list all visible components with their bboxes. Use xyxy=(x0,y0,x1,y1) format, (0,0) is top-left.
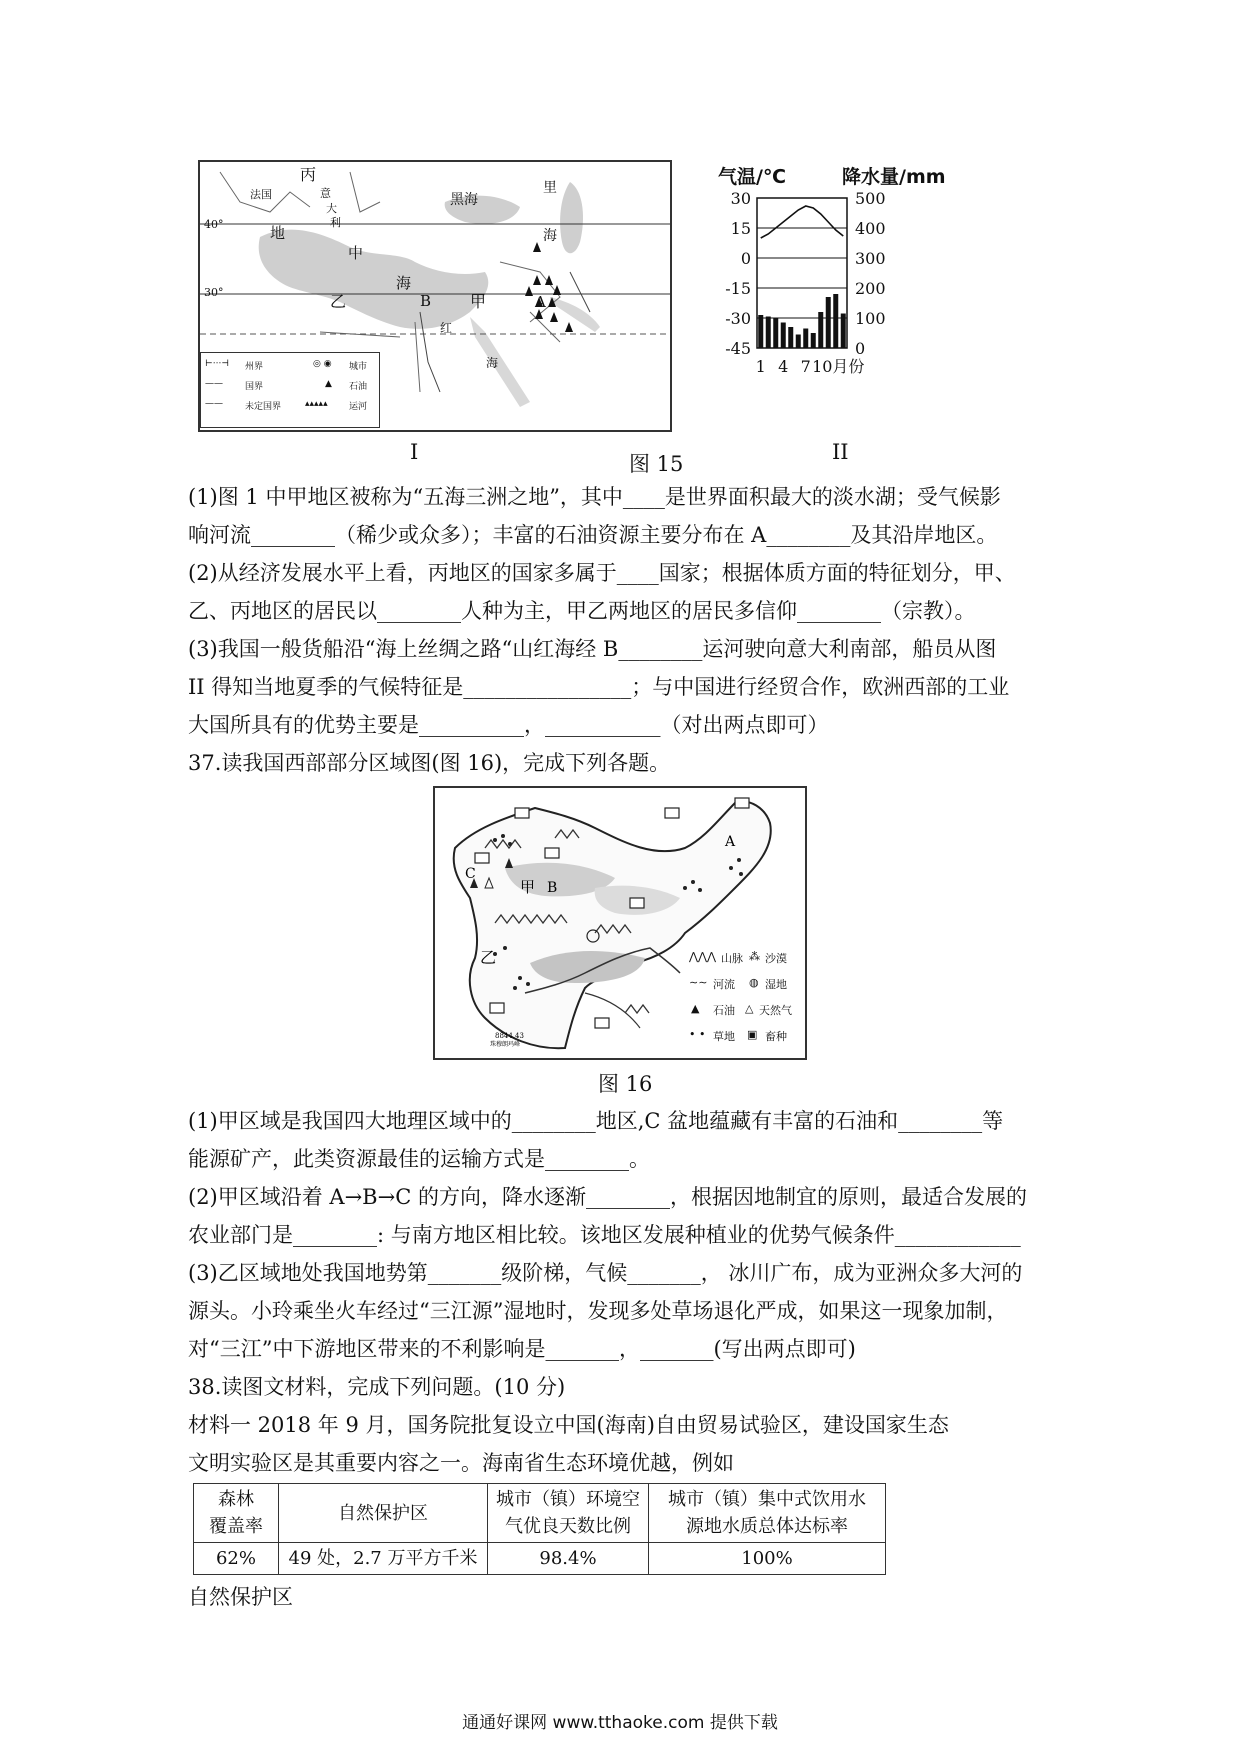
precip-bar xyxy=(833,294,838,348)
precip-bar xyxy=(818,312,823,348)
label-a: A xyxy=(535,293,546,311)
q37-p3a: (3)乙区域地处我国地势第_______级阶梯，气候_______， 冰川广布，成为亚洲众多大河的 xyxy=(188,1261,1023,1285)
precip-bar xyxy=(841,314,846,349)
hainan-ecology-table xyxy=(193,1483,886,1575)
fig15-caption: 图 15 xyxy=(629,452,684,476)
label-c: C xyxy=(465,866,476,882)
legend-oil: 石油 xyxy=(349,382,368,392)
label-lat-30: 30° xyxy=(204,286,224,299)
precip-bar xyxy=(788,327,793,348)
cell-water: 100% xyxy=(649,1543,886,1575)
y-tick-label: 0 xyxy=(740,249,751,268)
fig16-legend xyxy=(685,946,801,1054)
q38-title: 38.读图文材料，完成下列问题。(10 分) xyxy=(188,1375,566,1399)
climate-chart-ylabel-left: 气温/℃ xyxy=(718,166,786,188)
legend-livestock: 畜种 xyxy=(765,1030,787,1043)
legend-province-line: ⊢‧‧‧⊣ xyxy=(205,359,230,369)
q38-material-1b: 文明实验区是其重要内容之一。海南省生态环境优越，例如 xyxy=(188,1451,734,1475)
legend-mountain: 山脉 xyxy=(721,952,743,965)
gas-icon: △ xyxy=(745,1002,754,1015)
label-b: B xyxy=(547,880,558,896)
legend-desert: 沙漠 xyxy=(765,952,787,965)
x-tick-label: 7 xyxy=(800,357,811,376)
y2-tick-label: 500 xyxy=(855,189,886,208)
q36-p2a: (2)从经济发展水平上看，丙地区的国家多属于____国家；根据体质方面的特征划分，甲、 xyxy=(188,561,1016,585)
q37-p2a: (2)甲区域沿着 A→B→C 的方向，降水逐渐________，根据因地制宜的原则，最适合发展的 xyxy=(188,1185,1027,1209)
legend-oil: 石油 xyxy=(713,1004,735,1017)
y2-tick-label: 400 xyxy=(855,219,886,238)
q38-after-table: 自然保护区 xyxy=(188,1585,293,1609)
legend-canal: 运河 xyxy=(349,402,368,412)
y2-tick-label: 300 xyxy=(855,249,886,268)
wetland-icon: ◍ xyxy=(749,976,759,989)
q36-p1a: (1)图 1 中甲地区被称为“五海三洲之地”，其中____是世界面积最大的淡水湖；受气候影 xyxy=(188,485,1001,509)
legend-country-line: —— xyxy=(205,379,223,389)
label-hai-red: 海 xyxy=(486,356,499,370)
canal-icon: ▴▴▴▴▴ xyxy=(305,399,328,409)
precip-bar xyxy=(781,323,786,349)
label-hai: 海 xyxy=(396,274,412,292)
precip-bar xyxy=(758,315,763,348)
legend-country: 国界 xyxy=(245,382,264,392)
legend-wetland: 湿地 xyxy=(765,978,787,991)
label-a: A xyxy=(725,834,736,850)
q36-p2b: 乙、丙地区的居民以________人种为主，甲乙两地区的居民多信仰________（宗教）。 xyxy=(188,599,976,623)
desert-icon: ⁂ xyxy=(749,950,760,963)
oil-icon: ▲ xyxy=(691,1002,700,1015)
table-header-row xyxy=(194,1484,886,1543)
label-jia: 甲 xyxy=(470,292,487,311)
q37-p2b: 农业部门是________: 与南方地区相比较。该地区发展种植业的优势气候条件____________ xyxy=(188,1223,1021,1247)
label-lat-40: 40° xyxy=(204,218,224,231)
city-icon: ◎ ◉ xyxy=(313,359,332,369)
x-tick-label: 1 xyxy=(755,357,766,376)
y-tick-label: 30 xyxy=(730,189,751,208)
oil-icon: ▲ xyxy=(325,379,332,389)
map-i-label: I xyxy=(410,440,419,464)
q37-p3c: 对“三江”中下游地区带来的不利影响是_______，_______(写出两点即可) xyxy=(188,1337,856,1361)
q36-p3a: (3)我国一般货船沿“海上丝绸之路“山红海经 B________运河驶向意大利南部，船员从图 xyxy=(188,637,997,661)
header-forest: 森林 覆盖率 xyxy=(194,1484,279,1543)
cell-forest: 62% xyxy=(194,1543,279,1575)
precip-bar xyxy=(811,333,816,348)
label-caspian-li: 里 xyxy=(543,180,557,196)
label-jia: 甲 xyxy=(520,878,536,896)
y-tick-label: 15 xyxy=(730,219,751,238)
header-reserve: 自然保护区 xyxy=(279,1484,488,1543)
label-di: 地 xyxy=(270,224,286,242)
cell-air: 98.4% xyxy=(488,1543,649,1575)
y-tick-label: -45 xyxy=(725,339,751,358)
label-peak: 8844.43 xyxy=(495,1032,524,1040)
header-water: 城市（镇）集中式饮用水 源地水质总体达标率 xyxy=(649,1484,886,1543)
legend-undetermined: 未定国界 xyxy=(245,402,282,412)
legend-undetermined-line: —— xyxy=(205,399,223,409)
mountain-icon: ⋀⋀⋀ xyxy=(689,950,717,963)
label-peak-name: 珠穆朗玛峰 xyxy=(490,1041,521,1048)
footer: 通通好课网 www.tthaoke.com 提供下载 xyxy=(462,1713,778,1733)
q37-p1a: (1)甲区域是我国四大地理区域中的________地区,C 盆地蕴藏有丰富的石油和________等 xyxy=(188,1109,1004,1133)
legend-gas: 天然气 xyxy=(759,1004,792,1017)
fig15-legend xyxy=(200,352,380,428)
precip-bar xyxy=(766,317,771,349)
q37-p3b: 源头。小玲乘坐火车经过“三江源”湿地时，发现多处草场退化严成，如果这一现象加制， xyxy=(188,1299,1008,1323)
q37-p1b: 能源矿产，此类资源最佳的运输方式是________。 xyxy=(188,1147,650,1171)
precip-bar xyxy=(803,329,808,349)
y2-tick-label: 100 xyxy=(855,309,886,328)
label-caspian-hai: 海 xyxy=(543,228,557,244)
q37-title: 37.读我国西部部分区域图(图 16)，完成下列各题。 xyxy=(188,751,671,775)
river-icon: ∼∼ xyxy=(689,976,708,989)
y2-tick-label: 0 xyxy=(855,339,866,358)
legend-city: 城市 xyxy=(349,362,368,372)
label-black-sea: 黑海 xyxy=(450,192,478,208)
fig16-map xyxy=(433,786,807,1060)
q36-p1b: 响河流________（稀少或众多）；丰富的石油资源主要分布在 A________及其沿岸地区。 xyxy=(188,523,998,547)
q38-material-1a: 材料一 2018 年 9 月，国务院批复设立中国(海南)自由贸易试验区，建设国家生态 xyxy=(188,1413,949,1437)
precip-bar xyxy=(773,318,778,348)
q36-p3b: II 得知当地夏季的气候特征是________________；与中国进行经贸合作，欧洲西部的工业 xyxy=(188,675,1010,699)
fig16-caption: 图 16 xyxy=(598,1072,653,1096)
cell-reserve: 49 处，2.7 万平方千米 xyxy=(279,1543,488,1575)
legend-province: 州界 xyxy=(245,362,264,372)
label-hong: 红 xyxy=(440,321,453,335)
header-air: 城市（镇）环境空 气优良天数比例 xyxy=(488,1484,649,1543)
legend-grass: 草地 xyxy=(713,1030,735,1043)
grass-icon: • • xyxy=(689,1028,706,1041)
y-tick-label: -15 xyxy=(725,279,751,298)
climate-chart xyxy=(712,188,962,418)
label-italy-3: 利 xyxy=(330,216,341,229)
x-tick-label: 4 xyxy=(778,357,789,376)
legend-river: 河流 xyxy=(713,978,735,991)
climate-chart-ylabel-right: 降水量/mm xyxy=(842,166,946,188)
x-tick-label: 10月份 xyxy=(812,357,865,376)
y2-tick-label: 200 xyxy=(855,279,886,298)
label-bing: 丙 xyxy=(300,165,317,184)
temperature-line xyxy=(761,206,844,238)
precip-bar xyxy=(796,335,801,349)
label-italy-2: 大 xyxy=(326,202,337,215)
fig15-map-i xyxy=(198,160,672,432)
y-tick-label: -30 xyxy=(725,309,751,328)
q36-p3c: 大国所具有的优势主要是__________，___________（对出两点即可） xyxy=(188,713,829,737)
label-zhong: 中 xyxy=(348,244,364,262)
livestock-icon: ▣ xyxy=(747,1028,758,1041)
label-italy-1: 意 xyxy=(320,187,331,200)
label-b: B xyxy=(420,292,432,310)
chart-ii-label: II xyxy=(832,440,849,464)
label-yi: 乙 xyxy=(480,948,497,967)
label-yi: 乙 xyxy=(330,292,347,311)
label-france: 法国 xyxy=(250,188,272,201)
table-row xyxy=(194,1543,886,1575)
precip-bar xyxy=(826,297,831,348)
